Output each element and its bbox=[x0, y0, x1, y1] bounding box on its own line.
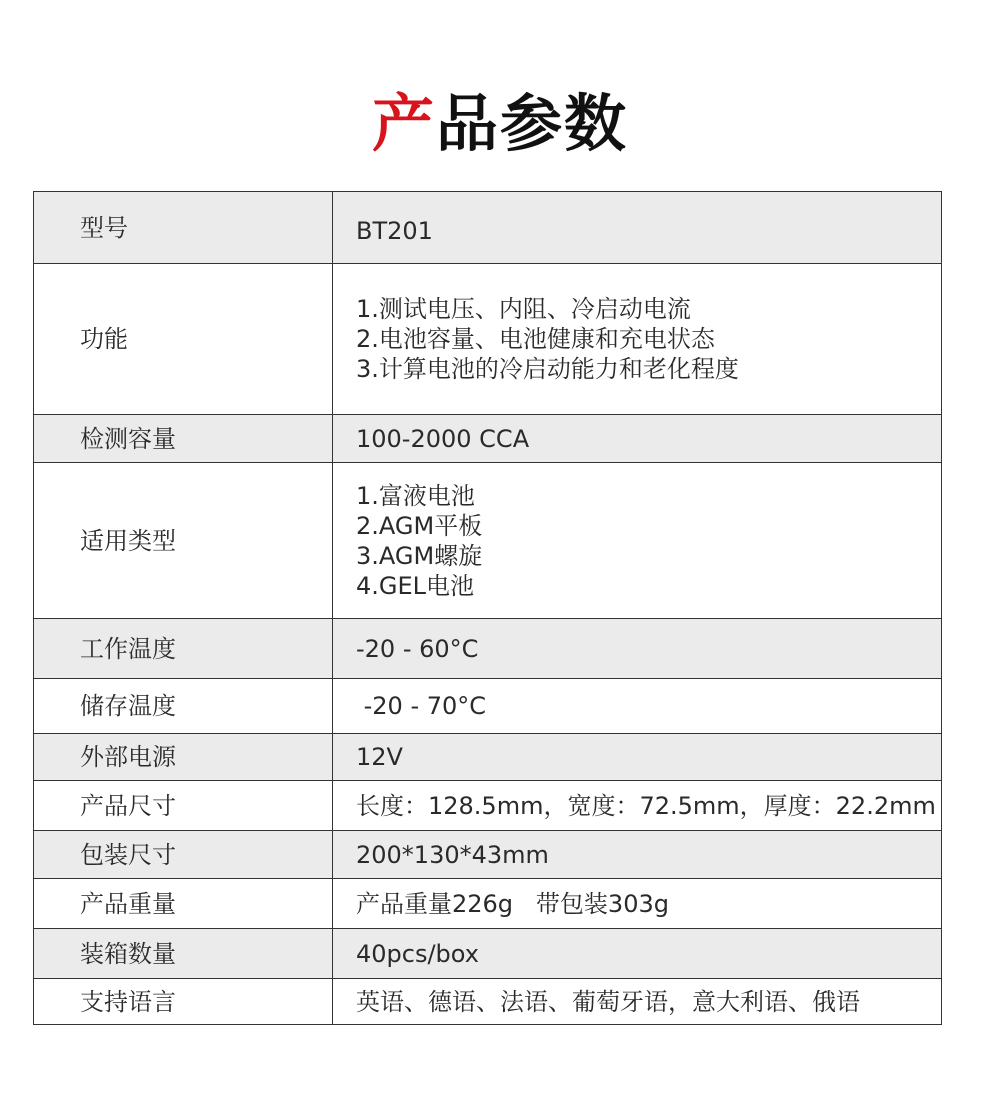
spec-value-line: -20 - 60°C bbox=[356, 634, 479, 663]
spec-value-line: 1.测试电压、内阻、冷启动电流 bbox=[356, 295, 691, 323]
spec-value-line: -20 - 70°C bbox=[356, 692, 487, 720]
spec-value-line: BT201 bbox=[356, 216, 433, 245]
spec-label: 型号 bbox=[34, 192, 333, 264]
spec-value bbox=[333, 879, 942, 929]
spec-value bbox=[333, 781, 942, 831]
spec-row-languages bbox=[34, 979, 942, 1025]
spec-value-line: 1.富液电池 bbox=[356, 481, 475, 510]
spec-value bbox=[333, 979, 942, 1025]
spec-label: 支持语言 bbox=[34, 979, 333, 1025]
spec-value-line: 4.GEL电池 bbox=[356, 571, 475, 600]
spec-value-line: 200*130*43mm bbox=[356, 840, 549, 869]
spec-value-line: 3.AGM螺旋 bbox=[356, 541, 483, 570]
spec-value-line: 2.AGM平板 bbox=[356, 511, 483, 540]
spec-label: 装箱数量 bbox=[34, 929, 333, 979]
spec-row-storage-temp bbox=[34, 679, 942, 734]
spec-label: 储存温度 bbox=[34, 679, 333, 734]
spec-row-product-size bbox=[34, 781, 942, 831]
spec-value-line: 长度：128.5mm，宽度：72.5mm，厚度：22.2mm bbox=[356, 791, 936, 820]
spec-label: 产品尺寸 bbox=[34, 781, 333, 831]
page-title bbox=[0, 84, 1000, 164]
spec-label: 功能 bbox=[34, 264, 333, 415]
spec-value bbox=[333, 929, 942, 979]
spec-value-line: 3.计算电池的冷启动能力和老化程度 bbox=[356, 355, 739, 383]
spec-label: 检测容量 bbox=[34, 415, 333, 463]
spec-label: 产品重量 bbox=[34, 879, 333, 929]
spec-value-line: 40pcs/box bbox=[356, 939, 479, 968]
spec-value-line: 产品重量226g 带包装303g bbox=[356, 889, 669, 918]
spec-label: 适用类型 bbox=[34, 463, 333, 619]
spec-value-line: 2.电池容量、电池健康和充电状态 bbox=[356, 325, 715, 353]
spec-label: 工作温度 bbox=[34, 619, 333, 679]
title-rest: 品参数 bbox=[436, 87, 629, 160]
spec-row-function bbox=[34, 264, 942, 415]
spec-value bbox=[333, 415, 942, 463]
spec-row-operating-temp bbox=[34, 619, 942, 679]
spec-label: 外部电源 bbox=[34, 734, 333, 781]
spec-label: 包装尺寸 bbox=[34, 831, 333, 879]
spec-value bbox=[333, 192, 942, 264]
spec-value-line: 12V bbox=[356, 743, 403, 771]
spec-value bbox=[333, 679, 942, 734]
spec-value-line: 100-2000 CCA bbox=[356, 424, 530, 453]
spec-row-package-size bbox=[34, 831, 942, 879]
spec-value bbox=[333, 264, 942, 415]
spec-value bbox=[333, 463, 942, 619]
spec-row-battery-types bbox=[34, 463, 942, 619]
spec-value bbox=[333, 831, 942, 879]
spec-row-capacity bbox=[34, 415, 942, 463]
spec-table bbox=[33, 191, 942, 1025]
spec-row-weight bbox=[34, 879, 942, 929]
spec-row-model bbox=[34, 192, 942, 264]
spec-value-line: 英语、德语、法语、葡萄牙语，意大利语、俄语 bbox=[356, 987, 860, 1016]
spec-value bbox=[333, 734, 942, 781]
spec-row-carton-qty bbox=[34, 929, 942, 979]
title-accent: 产 bbox=[371, 87, 436, 160]
spec-value bbox=[333, 619, 942, 679]
spec-row-power bbox=[34, 734, 942, 781]
